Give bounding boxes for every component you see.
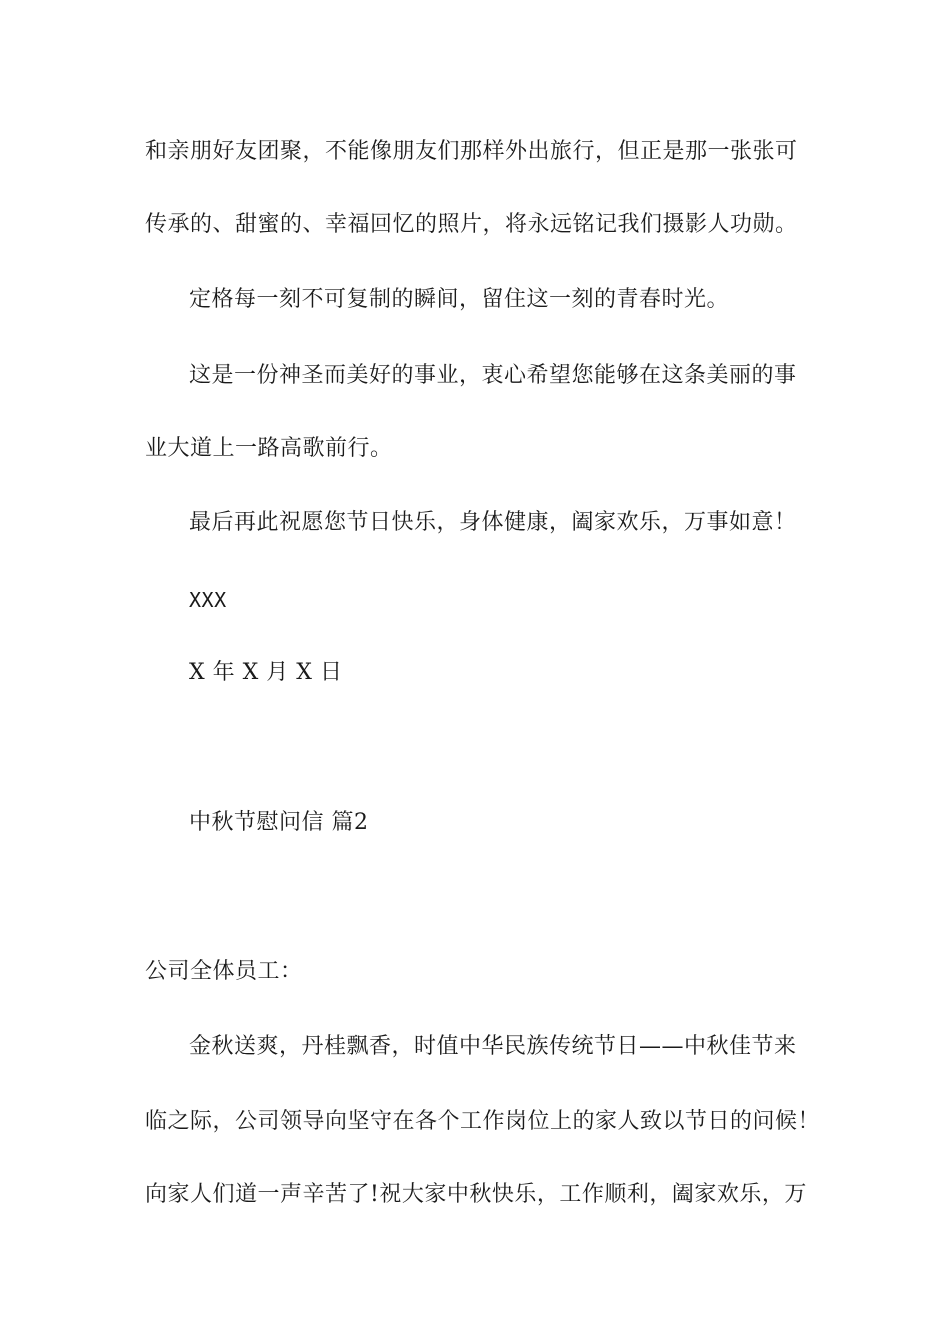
signature: XXX [189,588,227,612]
section-title: 中秋节慰问信 篇2 [189,810,369,835]
date-line: X 年 X 月 X 日 [189,660,343,685]
paragraph-line: 和亲朋好友团聚，不能像朋友们那样外出旅行，但正是那一张张可 [145,139,798,164]
paragraph-line: 向家人们道一声辛苦了!祝大家中秋快乐，工作顺利，阖家欢乐，万 [145,1182,807,1207]
paragraph-line: 定格每一刻不可复制的瞬间，留住这一刻的青春时光。 [189,287,730,312]
paragraph-line: 这是一份神圣而美好的事业，衷心希望您能够在这条美丽的事 [189,363,797,388]
salutation: 公司全体员工： [145,959,303,984]
paragraph-line: 金秋送爽，丹桂飘香，时值中华民族传统节日——中秋佳节来 [189,1034,797,1059]
paragraph-line: 临之际，公司领导向坚守在各个工作岗位上的家人致以节日的问候！ [145,1109,821,1134]
closing-wishes: 最后再此祝愿您节日快乐，身体健康，阖家欢乐，万事如意！ [189,510,797,535]
paragraph-line: 传承的、甜蜜的、幸福回忆的照片，将永远铭记我们摄影人功勋。 [145,212,798,237]
paragraph-line: 业大道上一路高歌前行。 [145,436,393,461]
